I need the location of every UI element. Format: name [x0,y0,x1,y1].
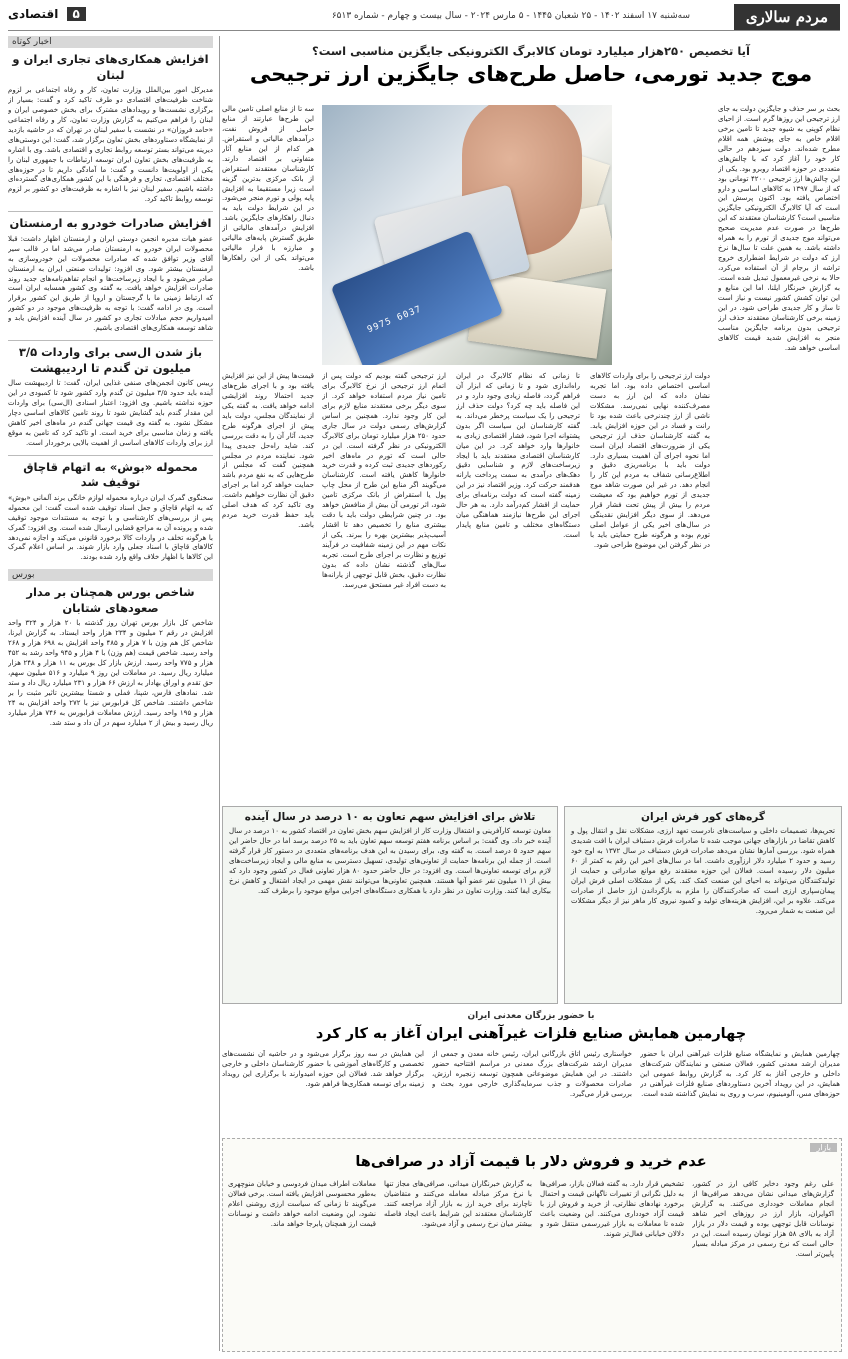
card-number: 6037 9975 [366,304,424,336]
box-body: معاون توسعه کارآفرینی و اشتغال وزارت کار از افزایش سهم بخش تعاون در اقتصاد کشور به ۱۰ درصد در سال آینده خبر داد. وی گفت: بر اساس برنامه هفتم توسعه سهم تعاون باید به ۲۵ درصد برسد اما در حال حاضر این سهم حدود ۵ درصد است. به گفته وی، برای رسیدن به این هدف برنامه‌های متعددی در دستور کار قرار گرفته است. از جمله این برنامه‌ها حمایت از تعاونی‌های تولیدی، تسهیل دسترسی به منابع مالی و ایجاد زیرساخت‌های لازم برای توسعه تعاونی‌ها است. وی افزود: در حال حاضر حدود ۸۰ هزار تعاونی فعال در کشور وجود دارد که بیش از ۱۱ میلیون نفر عضو آنها هستند. همچنین تعاونی‌ها می‌توانند نقش مهمی در ایجاد اشتغال و کاهش نرخ بیکاری ایفا کنند. وزارت تعاون در نظر دارد با همکاری دستگاه‌های اجرایی موانع موجود را برطرف کند. [229,827,552,895]
short-news-tag: اخبار کوتاه [8,36,213,48]
story-headline: موج جدید تورمی، حاصل طرح‌های جایگزین ارز ترجیحی [249,62,813,86]
story-column-3: تا زمانی که نظام کالابرگ در ایران راه‌اندازی شود و تا زمانی که ابزار آن فراهم گردد، فاصله زیادی وجود دارد و در این فاصله باید چه کرد؟ دولت حذف ارز ترجیحی را یک سیاست پرخطر می‌داند. به گفته کارشناسان این سیاست اگر بدون پشتوانه اجرا شود، فشار اقتصادی زیادی به خانوارها وارد خواهد کرد. در این میان کارشناسان اقتصادی معتقدند باید با ایجاد زیرساخت‌های لازم و شناسایی دقیق دهک‌های درآمدی به سمت پرداخت یارانه هدفمند حرکت کرد. وزیر اقتصاد نیز در این زمینه گفته است که دولت برنامه‌ای برای حمایت از اقشار کم‌درآمد دارد. به هر حال اجرای این طرح‌ها نیازمند هماهنگی میان دستگاه‌های مختلف و تامین منابع پایدار است. [456,372,580,539]
page-number: ۵ [67,7,86,21]
bank-card [331,230,504,365]
brief-bosch [8,460,213,564]
section-label [8,7,86,21]
carpet-box [564,806,842,1004]
bazaar-column-4: معاملات اطراف میدان فردوسی و خیابان منوچهری به‌طور محسوسی افزایش یافته است. برخی فعالان می‌گویند تا زمانی که سیاست ارزی روشنی اعلام نشود، این وضعیت ادامه خواهد داشت و نوسانات قیمت ارز همچنان پابرجا خواهد ماند. [228,1180,376,1228]
metals-headline: چهارمین همایش صنایع فلزات غیرآهنی ایران آغاز به کار کرد [315,1026,747,1042]
brief-title: باز شدن ال‌سی برای واردات ۳/۵ میلیون تن گندم تا اردیبهشت [18,345,203,375]
bazaar-tag: بازار [810,1143,837,1152]
divider [8,455,213,456]
story-column-1: بحث بر سر حذف و جایگزین دولت به جای ارز ترجیحی این روزها گرم است. از احیای نظام کوپنی به شیوه جدید تا تامین برخی اقلام خاص به جای پوشش همه اقلام مطرح شده‌اند. دولت سیزدهم در حالی کار خود را آغاز کرد که با چالش‌های متعددی در حوزه اقتصاد روبرو بود. یکی از این چالش‌ها ارز ترجیحی ۴۲۰۰ تومانی بود که از سال ۱۳۹۷ به کالاهای اساسی و دارو اختصاص یافته بود. اکنون پرسش این است که آیا کالابرگ الکترونیکی جایگزین مناسبی است؟ کارشناسان معتقدند که این طرح‌ها در صورت عدم مدیریت صحیح می‌تواند موج جدیدی از تورم را به همراه داشته باشد. به همین علت تا سال‌ها نرخ ارز که دولت در شرایط اضطراری خروج تراشه از برجام از آن استفاده می‌کرد، حالا به نرخی غیرمعمول تبدیل شده است. به گزارش خبرنگار ایلنا، اما این منابع و این توان کشش کشور نیست و نیاز است تا ساز و کار جدیدی طراحی شود. در این زمینه برخی کارشناسان معتقدند حذف ارز ترجیحی بدون برنامه جایگزین مناسب منجر به افزایش شدید قیمت کالاهای اساسی خواهد شد. [718,105,840,352]
brief-title: افزایش صادرات خودرو به ارمنستان [9,216,212,231]
masthead [8,4,840,31]
box-title: تلاش برای افزایش سهم تعاون به ۱۰ درصد در سال آینده [244,811,536,823]
bazaar-column-1: علی رغم وجود دخایر کافی ارز در کشور، گزارش‌های میدانی نشان می‌دهد صرافی‌ها از انجام معاملات خودداری می‌کنند. به گزارش اکوایران، بازار ارز در روزهای اخیر شاهد نوسانات قابل توجهی بوده و قیمت دلار در بازار آزاد به بالای ۵۸ هزار تومان رسیده است. این در حالی است که نرخ رسمی در مرکز مبادله بسیار پایین‌تر است. [692,1180,834,1258]
dateline: سه‌شنبه ۱۷ اسفند ۱۴۰۲ - ۲۵ شعبان ۱۴۴۵ - ۵ مارس ۲۰۲۴ - سال بیست و چهارم - شماره ۶۵۱۳ [331,11,690,21]
brief-title: شاخص بورس همچنان بر مدار صعودهای شتابان [26,585,195,615]
bazaar-column-3: به گزارش خبرنگاران میدانی، صرافی‌های مجاز تنها با نرخ مرکز مبادله معامله می‌کنند و متقاضیان ناچارند برای خرید ارز به بازار آزاد مراجعه کنند. کارشناسان معتقدند این شرایط باعث ایجاد فاصله بیشتر میان نرخ رسمی و آزاد می‌شود. [384,1180,532,1228]
story-column-5: سه تا از منابع اصلی تامین مالی این طرح‌ها عبارتند از منابع حاصل از فروش نفت، درآمدهای مالیاتی و استقراض. هر کدام از این منابع آثار متفاوتی بر اقتصاد دارند. کارشناسان معتقدند استقراض از بانک مرکزی بدترین گزینه است زیرا مستقیما به افزایش پایه پولی و تورم منجر می‌شود. در این شرایط دولت باید به دنبال راهکارهای جایگزین باشد. افزایش درآمدهای مالیاتی از طریق گسترش پایه‌های مالیاتی و مبارزه با فرار مالیاتی می‌تواند یکی از این راهکارها باشد. [222,105,314,272]
story-column-2: ارز ترجیحی گفته بودیم که دولت پس از اتمام ارز ترجیحی از نرخ کالابرگ برای تامین نیاز مردم استفاده خواهد کرد. از سوی دیگر برخی معتقدند منابع لازم برای این کار وجود ندارد. همچنین بر اساس گزارش‌های رسمی دولت در سال جاری حدود ۲۵۰ هزار میلیارد تومان برای کالابرگ الکترونیکی در نظر گرفته است. این در حالی است که تورم در ماه‌های اخیر رکوردهای جدیدی ثبت کرده و قدرت خرید خانوارها کاهش یافته است. کارشناسان می‌گویند اگر منابع این طرح از محل چاپ پول یا استقراض از بانک مرکزی تامین شود، اثر تورمی آن بیش از منافعش خواهد بود. در چنین شرایطی دولت باید با دقت بیشتری منابع را تخصیص دهد تا اقشار آسیب‌پذیر بیشترین بهره را ببرند. یکی از نکات مهم در این زمینه شفافیت در فرآیند توزیع و نظارت بر اجرای طرح است. تجربه سال‌های گذشته نشان داده که بدون نظارت دقیق، بخش قابل توجهی از یارانه‌ها به دست افراد غیر مستحق می‌رسد. [322,372,446,589]
metals-column-2: خواستاری رئیس اتاق بازرگانی ایران، رئیس خانه معدن و جمعی از مدیران ارشد شرکت‌های بزرگ معدنی در مراسم افتتاحیه حضور داشتند. در این همایش موضوعاتی همچون توسعه زنجیره ارزش، صادرات محصولات و جذب سرمایه‌گذاری خارجی مورد بحث و بررسی قرار می‌گیرد. [432,1050,632,1098]
box-title: گره‌های کور فرش ایران [641,811,765,823]
main-story-area [222,36,840,92]
section-name: اقتصادی [8,7,59,21]
brief-body: مدیرکل امور بین‌الملل وزارت تعاون، کار و رفاه اجتماعی بر لزوم شناخت ظرفیت‌های اقتصادی دو طرف تاکید کرد و گفت: بسیار از برگزاری نشست‌ها و رویدادهای مشترک برای بخش خصوصی ایران و لبنان را فراهم می‌کنیم به گزارش وزارت تعاون، کار و رفاه اجتماعی «حامد فروزان» در نشست با سفیر لبنان در تهران که در حاشیه بازدید از نمایشگاه دستاوردهای بخش تعاون برگزار شد، گفت: این دوستی‌های دیرینه می‌تواند بستر توسعه روابط تجاری و اقتصادی باشد. وی با اشاره به ظرفیت‌های بخش تعاون ایران توسعه ارتباطات با جمهوری لبنان را یکی از اولویت‌ها دانست و گفت: ما آمادگی داریم تا در حوزه‌های مختلف اقتصادی، تجاری و فرهنگی با این کشور همکاری‌های گسترده‌ای داشته باشیم. سفیر لبنان نیز با اشاره به ظرفیت‌های دو کشور بر لزوم توسعه روابط تاکید کرد. [8,86,213,204]
newspaper-brand: مردم سالاری [734,4,840,30]
bazaar-headline: عدم خرید و فروش دلار با قیمت آزاد در صرافی‌ها [355,1154,707,1170]
brief-stock-index [8,585,213,728]
brief-title: افزایش همکاری‌های تجاری ایران و لبنان [12,52,209,82]
brief-armenia [8,216,213,334]
box-body: تحریم‌ها، تصمیمات داخلی و سیاست‌های نادرست تعهد ارزی، مشکلات نقل و انتقال پول و کاهش تقاضا در بازارهای جهانی موجب شده تا صادرات فرش دستباف ایران با افت شدیدی همراه شود. بررسی آمارها نشان می‌دهد صادرات فرش دستباف در سال ۱۳۷۲ به اوج خود رسید و حدود ۲ میلیارد دلار ارزآوری داشت. اما در سال‌های اخیر این رقم به کمتر از ۶۰ میلیون دلار رسیده است. فعالان این حوزه معتقدند رفع موانع صادراتی و حمایت از تولیدکنندگان می‌تواند به احیای این صنعت کمک کند. یکی از مشکلات اصلی فرش ایران پیمان‌سپاری ارزی است که صادرکنندگان را ملزم به بازگرداندن ارز حاصل از صادرات می‌کند. علاوه بر این، افزایش هزینه‌های تولید و کمبود نیروی کار ماهر نیز از دیگر مشکلات این صنعت به شمار می‌رود. [571,827,835,915]
brief-body: شاخص کل بازار بورس تهران روز گذشته با ۲۰ هزار و ۳۲۴ واحد افزایش در رقم ۲ میلیون و ۲۳۴ هزار واحد ایستاد. به گزارش ایرنا، شاخص کل هم وزن با ۷ هزار و ۴۸۵ واحد افزایش به ۶۹۸ هزار و ۲۶۸ واحد رسید. شاخص قیمت (هم وزن) با ۴ هزار و ۹۴۵ واحد رشد به ۴۵۲ هزار و ۷۷۵ واحد رسید. ارزش بازار کل بورس به ۱۱ هزار و ۲۴۸ هزار میلیارد ریال رسید. در معاملات این روز ۹ میلیارد و ۵۱۶ میلیون سهم، حق تقدم و اوراق بهادار به ارزش ۶۶ هزار و ۲۳۱ میلیارد ریال داد و ستد شد. نمادهای فارس، شپنا، فملی و شستا بیشترین تاثیر مثبت را بر شاخص داشتند. شاخص کل فرابورس نیز با ۲۷۲ واحد افزایش به ۲۴ هزار و ۱۹۵ واحد رسید. ارزش معاملات فرابورس به ۷۴۶ هزار میلیارد ریال رسید و بیش از ۲ میلیارد سهم در آن داد و ستد شد. [8,619,214,727]
brief-lebanon [8,52,213,205]
stock-market-tag: بورس [8,569,213,581]
brief-wheat [8,345,213,449]
metals-column-1: چهارمین همایش و نمایشگاه صنایع فلزات غیرآهنی ایران با حضور مدیران ارشد معدنی کشور، فعالان صنعتی و نمایندگان شرکت‌های داخلی و خارجی آغاز به کار کرد. به گزارش روابط عمومی این همایش، در این رویداد آخرین دستاوردهای صنایع فلزات غیرآهنی در حوزه‌های مس، آلومینیوم، سرب و روی به نمایش گذاشته شده است. [640,1050,840,1098]
story-column-6: قیمت‌ها پیش از این نیز افزایش یافته بود و با اجرای طرح‌های جدید احتمالا روند افزایشی ادامه خواهد یافت. به گفته یکی از نمایندگان مجلس، دولت باید پیش از اجرای هرگونه طرح جدید، آثار آن را به دقت بررسی کند. شاید راه‌حل جدیدی پیدا شود. نماینده مردم در مجلس همچنین گفت که مجلس از طرح‌هایی که به نفع مردم باشد حمایت خواهد کرد اما بر اجرای دقیق آن نظارت خواهیم داشت. وی تاکید کرد که هدف اصلی باید حفظ قدرت خرید مردم باشد. [222,372,314,530]
divider [8,211,213,212]
brief-title: محموله «بوش» به اتهام قاچاق توقیف شد [23,459,198,490]
brief-body: رییس کانون انجمن‌های صنفی غذایی ایران، گفت: تا اردیبهشت سال آینده باید حدود ۳/۵ میلیون تن گندم وارد کشور شود تا کمبودی در این حوزه نداشته باشیم. وی افزود: اعتبار اسنادی (ال‌سی) برای واردات این مقدار گندم باید گشایش شود تا روند تامین کالاهای اساسی دچار مشکل نشود. به گفته وی قیمت جهانی گندم در ماه‌های اخیر کاهش یافته و زمان مناسبی برای خرید است. او تاکید کرد که تامین به موقع ارز برای واردات کالاهای اساسی از اهمیت بالایی برخوردار است. [8,379,214,447]
story-photo-cards-cash [322,105,612,365]
story-kicker: آیا تخصیص ۲۵۰هزار میلیارد تومان کالابرگ الکترونیکی جایگزین مناسبی است؟ [312,44,750,58]
brief-body: سخنگوی گمرک ایران درباره محموله لوازم خانگی برند آلمانی «بوش» که به اتهام قاچاق و جعل اسناد توقیف شده است گفت: این محموله پس از بررسی‌های کارشناسی و با توجه به مستندات موجود توقیف شده و پرونده آن به مراجع قضایی ارسال شده است. وی افزود: گمرک با هرگونه تخلف در واردات کالا برخورد قانونی می‌کند و اجازه نمی‌دهد کالاهای قاچاق با اسناد جعلی وارد بازار شوند. بر اساس اعلام گمرک این کالاها با اظهار خلاف واقع وارد شده بودند. [8,493,213,562]
story-column-4: دولت ارز ترجیحی را برای واردات کالاهای اساسی اختصاص داده بود. اما تجربه نشان داده که این ارز به دست مصرف‌کننده نهایی نمی‌رسد. مشکلات ناشی از ارز چندنرخی باعث شده بود تا رانت و فساد در این حوزه افزایش یابد. به گفته کارشناسان حذف ارز ترجیحی یکی از ضرورت‌های اقتصاد ایران است اما نحوه اجرای آن اهمیت بسیاری دارد. دولت باید با برنامه‌ریزی دقیق و اطلاع‌رسانی شفاف به مردم این کار را انجام دهد. در غیر این صورت شاهد موج جدیدی از تورم خواهیم بود که معیشت مردم را بیش از پیش تحت فشار قرار می‌دهد. از سوی دیگر افزایش نقدینگی در سال‌های اخیر یکی از عوامل اصلی تورم بوده و هرگونه طرح حمایتی باید با در نظر گرفتن این موضوع طراحی شود. [590,372,710,549]
cooperative-box [222,806,558,1004]
bazaar-column-2: تشخیص قرار دارد. به گفته فعالان بازار، صرافی‌ها به دلیل نگرانی از تغییرات ناگهانی قیمت و احتمال برخورد نهادهای نظارتی، از خرید و فروش ارز با قیمت آزاد خودداری می‌کنند. این وضعیت باعث شده تا معاملات به بازار غیررسمی منتقل شود و دلالان خیابانی فعال‌تر شوند. [540,1180,684,1238]
divider [8,340,213,341]
metals-kicker: با حضور بزرگان معدنی ایران [467,1011,595,1021]
brief-body: عضو هیات مدیره انجمن دوستی ایران و ارمنستان اظهار داشت: قبلا محصولات ایران خودرو به ارمنستان صادر می‌شد اما در قالب سیر آقای وزیر توافق شده که صادرات محصولات این خودروسازی به ارمنستان بیشتر شود. وی افزود: تولیدات صنعتی ایران به ارمنستان صادر می‌شود و با ایجاد زیرساخت‌ها و انجام تفاهم‌نامه‌های جدید روند صادرات افزایش خواهد یافت. به گفته وی کشور همسایه ایران است که ارتباط زمینی ما با گرجستان و اروپا از طریق این کشور برقرار است. وی در ادامه گفت: با توجه به ظرفیت‌های موجود در دو کشور امیدواریم حجم مبادلات تجاری دو کشور در سال آینده افزایش یابد و شاهد توسعه همکاری‌های اقتصادی باشیم. [8,234,213,333]
metals-column-3: این همایش در سه روز برگزار می‌شود و در حاشیه آن نشست‌های تخصصی و کارگاه‌های آموزشی با حضور کارشناسان داخلی و خارجی برگزار خواهد شد. فعالان این حوزه امیدوارند با برگزاری این رویداد زمینه برای توسعه همکاری‌ها فراهم شود. [222,1050,424,1088]
news-briefs-column [8,36,220,1351]
